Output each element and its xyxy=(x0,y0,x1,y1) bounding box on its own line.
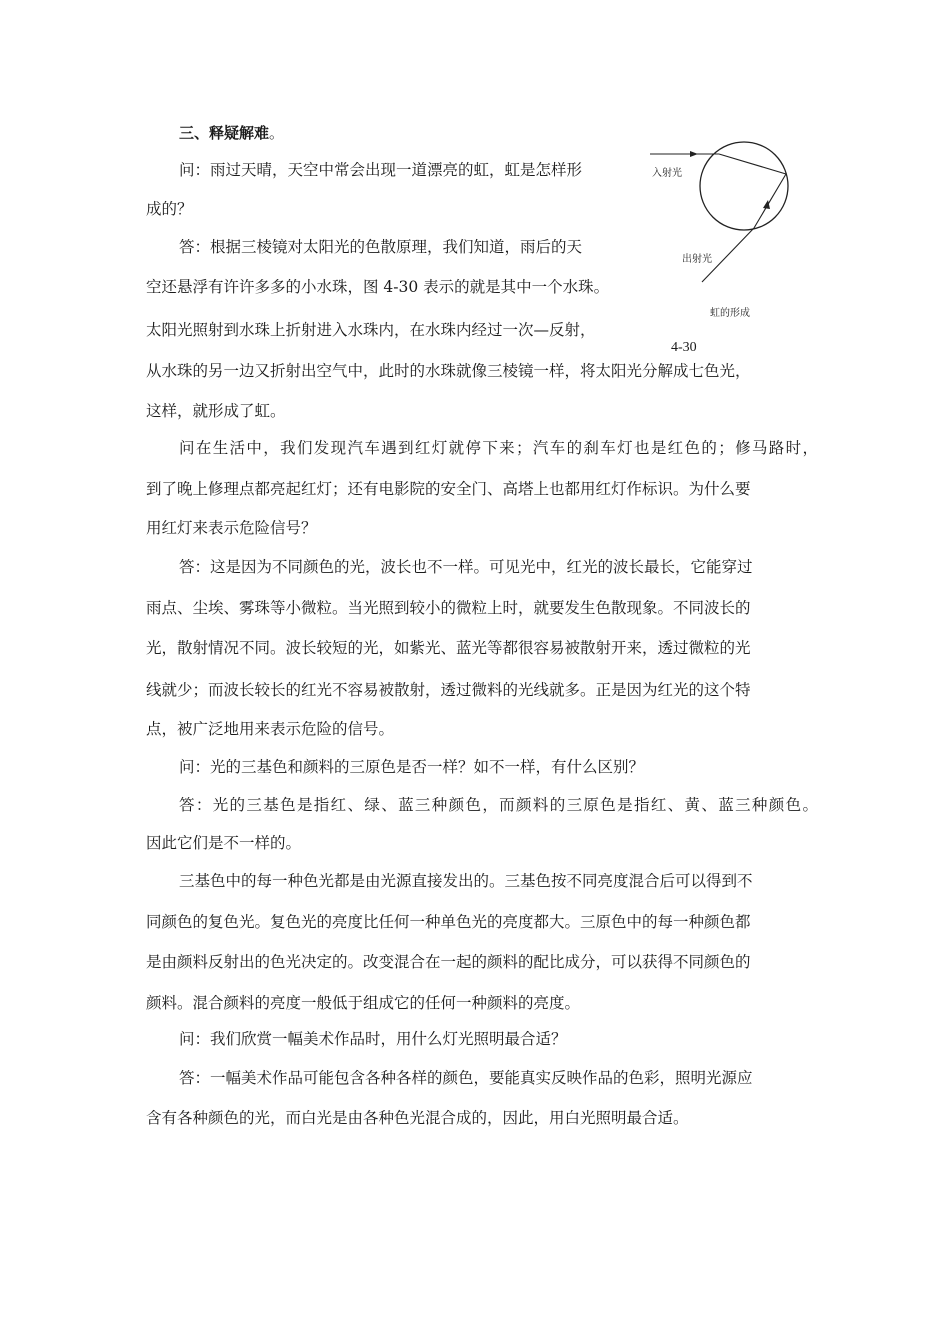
text-line: 问：光的三基色和颜料的三原色是否一样？如不一样，有什么区别？ xyxy=(179,758,645,776)
text-line: 太阳光照射到水珠上折射进入水珠内，在水珠内经过一次—反射， xyxy=(146,321,596,339)
text-line: 答：光的三基色是指红、绿、蓝三种颜色，而颜料的三原色是指红、黄、蓝三种颜色。 xyxy=(179,796,818,814)
text-line: 用红灯来表示危险信号？ xyxy=(146,519,317,537)
text-line: 三基色中的每一种色光都是由光源直接发出的。三基色按不同亮度混合后可以得到不 xyxy=(179,872,753,890)
text-line: 同颜色的复色光。复色光的亮度比任何一种单色光的亮度都大。三原色中的每一种颜色都 xyxy=(146,913,751,931)
reflected-ray xyxy=(754,174,786,228)
text-line: 成的？ xyxy=(146,200,193,218)
refracted-ray xyxy=(719,154,786,174)
text-line: 雨点、尘埃、雾珠等小微粒。当光照到较小的微粒上时，就要发生色散现象。不同波长的 xyxy=(146,599,751,617)
text-line: 问在生活中，我们发现汽车遇到红灯就停下来；汽车的刹车灯也是红色的；修马路时， xyxy=(179,439,818,457)
incoming-light-label: 入射光 xyxy=(652,168,682,179)
text-line: 空还悬浮有许许多多的小水珠，图 4-30 表示的就是其中一个水珠。 xyxy=(146,278,610,296)
section-heading-period: 。 xyxy=(269,124,285,142)
text-line: 从水珠的另一边又折射出空气中，此时的水珠就像三棱镜一样，将太阳光分解成七色光， xyxy=(146,362,751,380)
section-heading xyxy=(179,123,284,143)
incoming-arrow-icon xyxy=(690,151,698,157)
water-droplet-circle xyxy=(700,142,788,230)
section-heading-text: 三、释疑解难 xyxy=(179,124,270,142)
text-line: 答：这是因为不同颜色的光，波长也不一样。可见光中，红光的波长最长，它能穿过 xyxy=(179,558,753,576)
text-line: 颜料。混合颜料的亮度一般低于组成它的任何一种颜料的亮度。 xyxy=(146,994,581,1012)
text-line: 问：我们欣赏一幅美术作品时，用什么灯光照明最合适？ xyxy=(179,1030,567,1048)
outgoing-light-label: 出射光 xyxy=(682,254,712,265)
text-line: 点，被广泛地用来表示危险的信号。 xyxy=(146,720,395,738)
text-line: 答：根据三棱镜对太阳光的色散原理，我们知道，雨后的天 xyxy=(179,238,583,256)
text-line: 问：雨过天晴，天空中常会出现一道漂亮的虹，虹是怎样形 xyxy=(179,161,583,179)
text-line: 这样，就形成了虹。 xyxy=(146,402,286,420)
rainbow-diagram xyxy=(650,138,800,338)
text-line: 含有各种颜色的光，而白光是由各种色光混合成的，因此，用白光照明最合适。 xyxy=(146,1109,689,1127)
reflected-arrow-icon xyxy=(763,200,770,209)
text-line: 因此它们是不一样的。 xyxy=(146,834,302,852)
text-line: 到了晚上修理点都亮起红灯；还有电影院的安全门、高塔上也都用红灯作标识。为什么要 xyxy=(146,480,751,498)
figure-number: 4-30 xyxy=(671,340,697,355)
text-line: 线就少；而波长较长的红光不容易被散射，透过微料的光线就多。正是因为红光的这个特 xyxy=(146,681,751,699)
figure-caption: 虹的形成 xyxy=(710,308,750,319)
text-line: 是由颜料反射出的色光决定的。改变混合在一起的颜料的配比成分，可以获得不同颜色的 xyxy=(146,953,751,971)
text-line: 光，散射情况不同。波长较短的光，如紫光、蓝光等都很容易被散射开来，透过微粒的光 xyxy=(146,639,751,657)
text-line: 答：一幅美术作品可能包含各种各样的颜色，要能真实反映作品的色彩，照明光源应 xyxy=(179,1069,753,1087)
